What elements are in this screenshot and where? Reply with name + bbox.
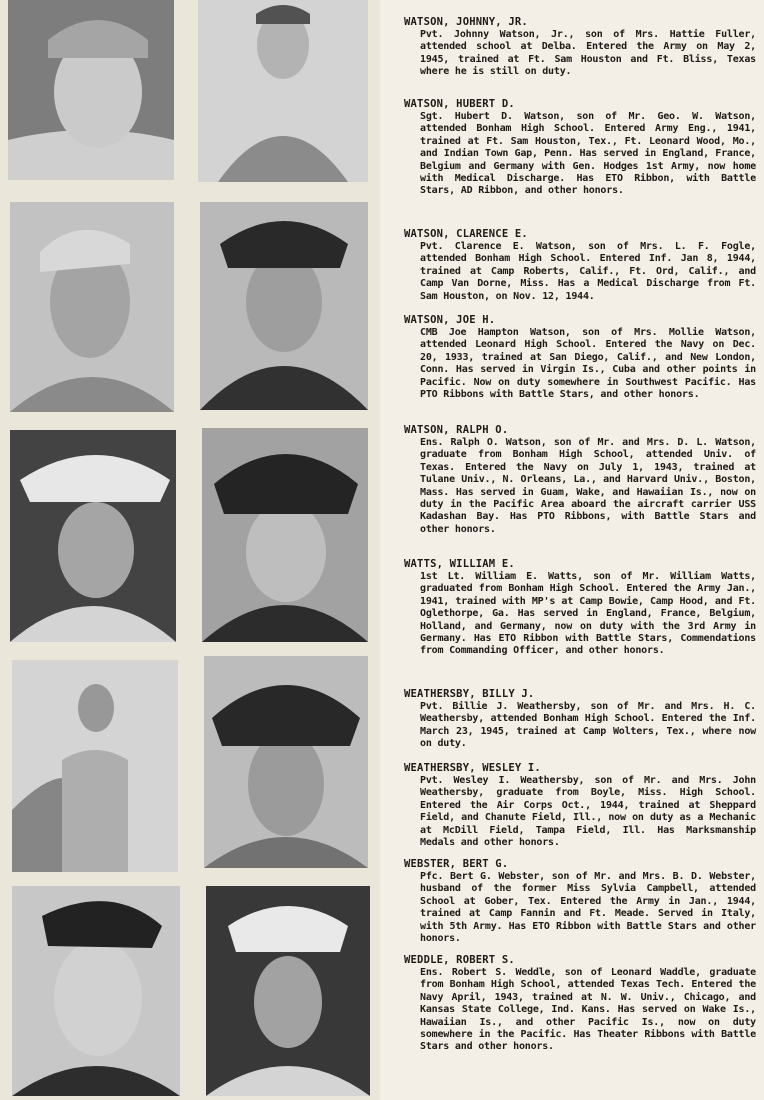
entry-watson-johnny xyxy=(404,16,756,79)
entry-bio: Pvt. Wesley I. Weathersby, son of Mr. and Mrs. John Weathersby, graduate from Boyle, Miss. High School. Entered the Air Corps Oct., 1944, trained at Sheppard Field, and Chanute Field, Ill., now on duty as a Mechanic at McDill Field, Tampa Field, Ill. Has Marksmanship Medals and other honors. xyxy=(420,775,756,849)
entry-watson-joe xyxy=(404,314,756,401)
portrait-photo-10 xyxy=(206,886,370,1096)
photo-column xyxy=(0,0,380,1100)
entry-bio: Ens. Robert S. Weddle, son of Leonard Waddle, graduate from Bonham High School, attended Texas Tech. Entered the Navy April, 1943, trained at N. W. Univ., Chicago, and Kansas State College, Ind. Kans. Has served on Wake Is., Hawaiian Is., and other Pacific Is., now on duty somewhere in the Pacific. Has Theater Ribbons with Battle Stars and other honors. xyxy=(420,967,756,1053)
entry-name: WATSON, RALPH O. xyxy=(404,424,509,436)
portrait-photo-9 xyxy=(12,886,180,1096)
entry-name: WATSON, JOHNNY, JR. xyxy=(404,16,528,28)
entry-bio: Ens. Ralph O. Watson, son of Mr. and Mrs. D. L. Watson, graduate from Bonham High School, attended Univ. of Texas. Entered the Navy on July 1, 1943, trained at Tulane Univ., N. Orleans, La., and Harvard Univ., Boston, Mass. Has served in Guam, Wake, and Hawaiian Is., now on duty in the Pacific Area aboard the aircraft carrier USS Kadashan Bay. Has PTO Ribbons, with Battle Stars and other honors. xyxy=(420,437,756,535)
entry-watson-clarence xyxy=(404,228,756,303)
entry-name: WEBSTER, BERT G. xyxy=(404,858,509,870)
entry-bio: Pvt. Clarence E. Watson, son of Mrs. L. F. Fogle, attended Bonham High School. Entered Inf. Jan 8, 1944, trained at Camp Roberts, Calif., Ft. Ord, Calif., and Camp Van Dorne, Miss. Has a Medical Discharge from Ft. Sam Houston, on Nov. 12, 1944. xyxy=(420,241,756,302)
entry-name: WATSON, JOE H. xyxy=(404,314,496,326)
entry-watson-hubert xyxy=(404,98,756,198)
entry-name: WEDDLE, ROBERT S. xyxy=(404,954,515,966)
portrait-photo-7 xyxy=(12,660,178,872)
entry-bio: CMB Joe Hampton Watson, son of Mrs. Mollie Watson, attended Leonard High School. Entered the Navy on Dec. 20, 1933, trained at San Diego, Calif., and New London, Conn. Has served in Virgin Is., Cuba and other points in Pacific. Now on duty somewhere in Southwest Pacific. Has PTO Ribbons with Battle Stars, and other honors. xyxy=(420,327,756,401)
portrait-photo-8 xyxy=(204,656,368,868)
entry-bio: Pvt. Johnny Watson, Jr., son of Mrs. Hattie Fuller, attended school at Delba. Entered the Army on May 2, 1945, trained at Ft. Sam Houston and Ft. Bliss, Texas where he is still on duty. xyxy=(420,29,756,78)
entry-name: WATSON, CLARENCE E. xyxy=(404,228,528,240)
entry-name: WATTS, WILLIAM E. xyxy=(404,558,515,570)
entry-watts-william xyxy=(404,558,756,658)
entry-watson-ralph xyxy=(404,424,756,536)
entry-bio: Pvt. Billie J. Weathersby, son of Mr. and Mrs. H. C. Weathersby, attended Bonham High School. Entered the Inf. March 23, 1945, trained at Camp Wolters, Tex., where now on duty. xyxy=(420,701,756,750)
entry-bio: 1st Lt. William E. Watts, son of Mr. William Watts, graduated from Bonham High School. Entered the Army Jan., 1941, trained with MP's at Camp Bowie, Camp Hood, and Ft. Oglethorpe, Ga. Has served in England, France, Belgium, Holland, and Germany, now on duty with the 3rd Army in Germany. Has ETO Ribbon with Battle Stars, Commendations from Commanding Officer, and other honors. xyxy=(420,571,756,657)
entry-name: WEATHERSBY, WESLEY I. xyxy=(404,762,541,774)
portrait-photo-3 xyxy=(10,202,174,412)
portrait-photo-1 xyxy=(8,0,174,180)
portrait-photo-6 xyxy=(202,428,368,642)
portrait-photo-4 xyxy=(200,202,368,410)
entry-bio: Sgt. Hubert D. Watson, son of Mr. Geo. W. Watson, attended Bonham High School. Entered Army Eng., 1941, trained at Ft. Sam Houston, Tex., Ft. Leonard Wood, Mo., and Indian Town Gap, Penn. Has served in England, France, Belgium and Germany with Gen. Hodges 1st Army, now home with Medical Discharge. Has ETO Ribbon, with Battle Stars, AD Ribbon, and other honors. xyxy=(420,111,756,197)
entry-name: WATSON, HUBERT D. xyxy=(404,98,515,110)
entry-weddle-robert xyxy=(404,954,756,1054)
entry-weathersby-wesley xyxy=(404,762,756,849)
entry-name: WEATHERSBY, BILLY J. xyxy=(404,688,535,700)
portrait-photo-5 xyxy=(10,430,176,642)
entry-webster-bert xyxy=(404,858,756,945)
portrait-photo-2 xyxy=(198,0,368,182)
entry-bio: Pfc. Bert G. Webster, son of Mr. and Mrs. B. D. Webster, husband of the former Miss Sylvia Campbell, attended School at Gober, Tex. Entered the Army in Jan., 1944, trained at Camp Fannin and Ft. Meade. Served in Italy, with 5th Army. Has ETO Ribbon with Battle Stars and other honors. xyxy=(420,871,756,945)
entry-weathersby-billy xyxy=(404,688,756,751)
